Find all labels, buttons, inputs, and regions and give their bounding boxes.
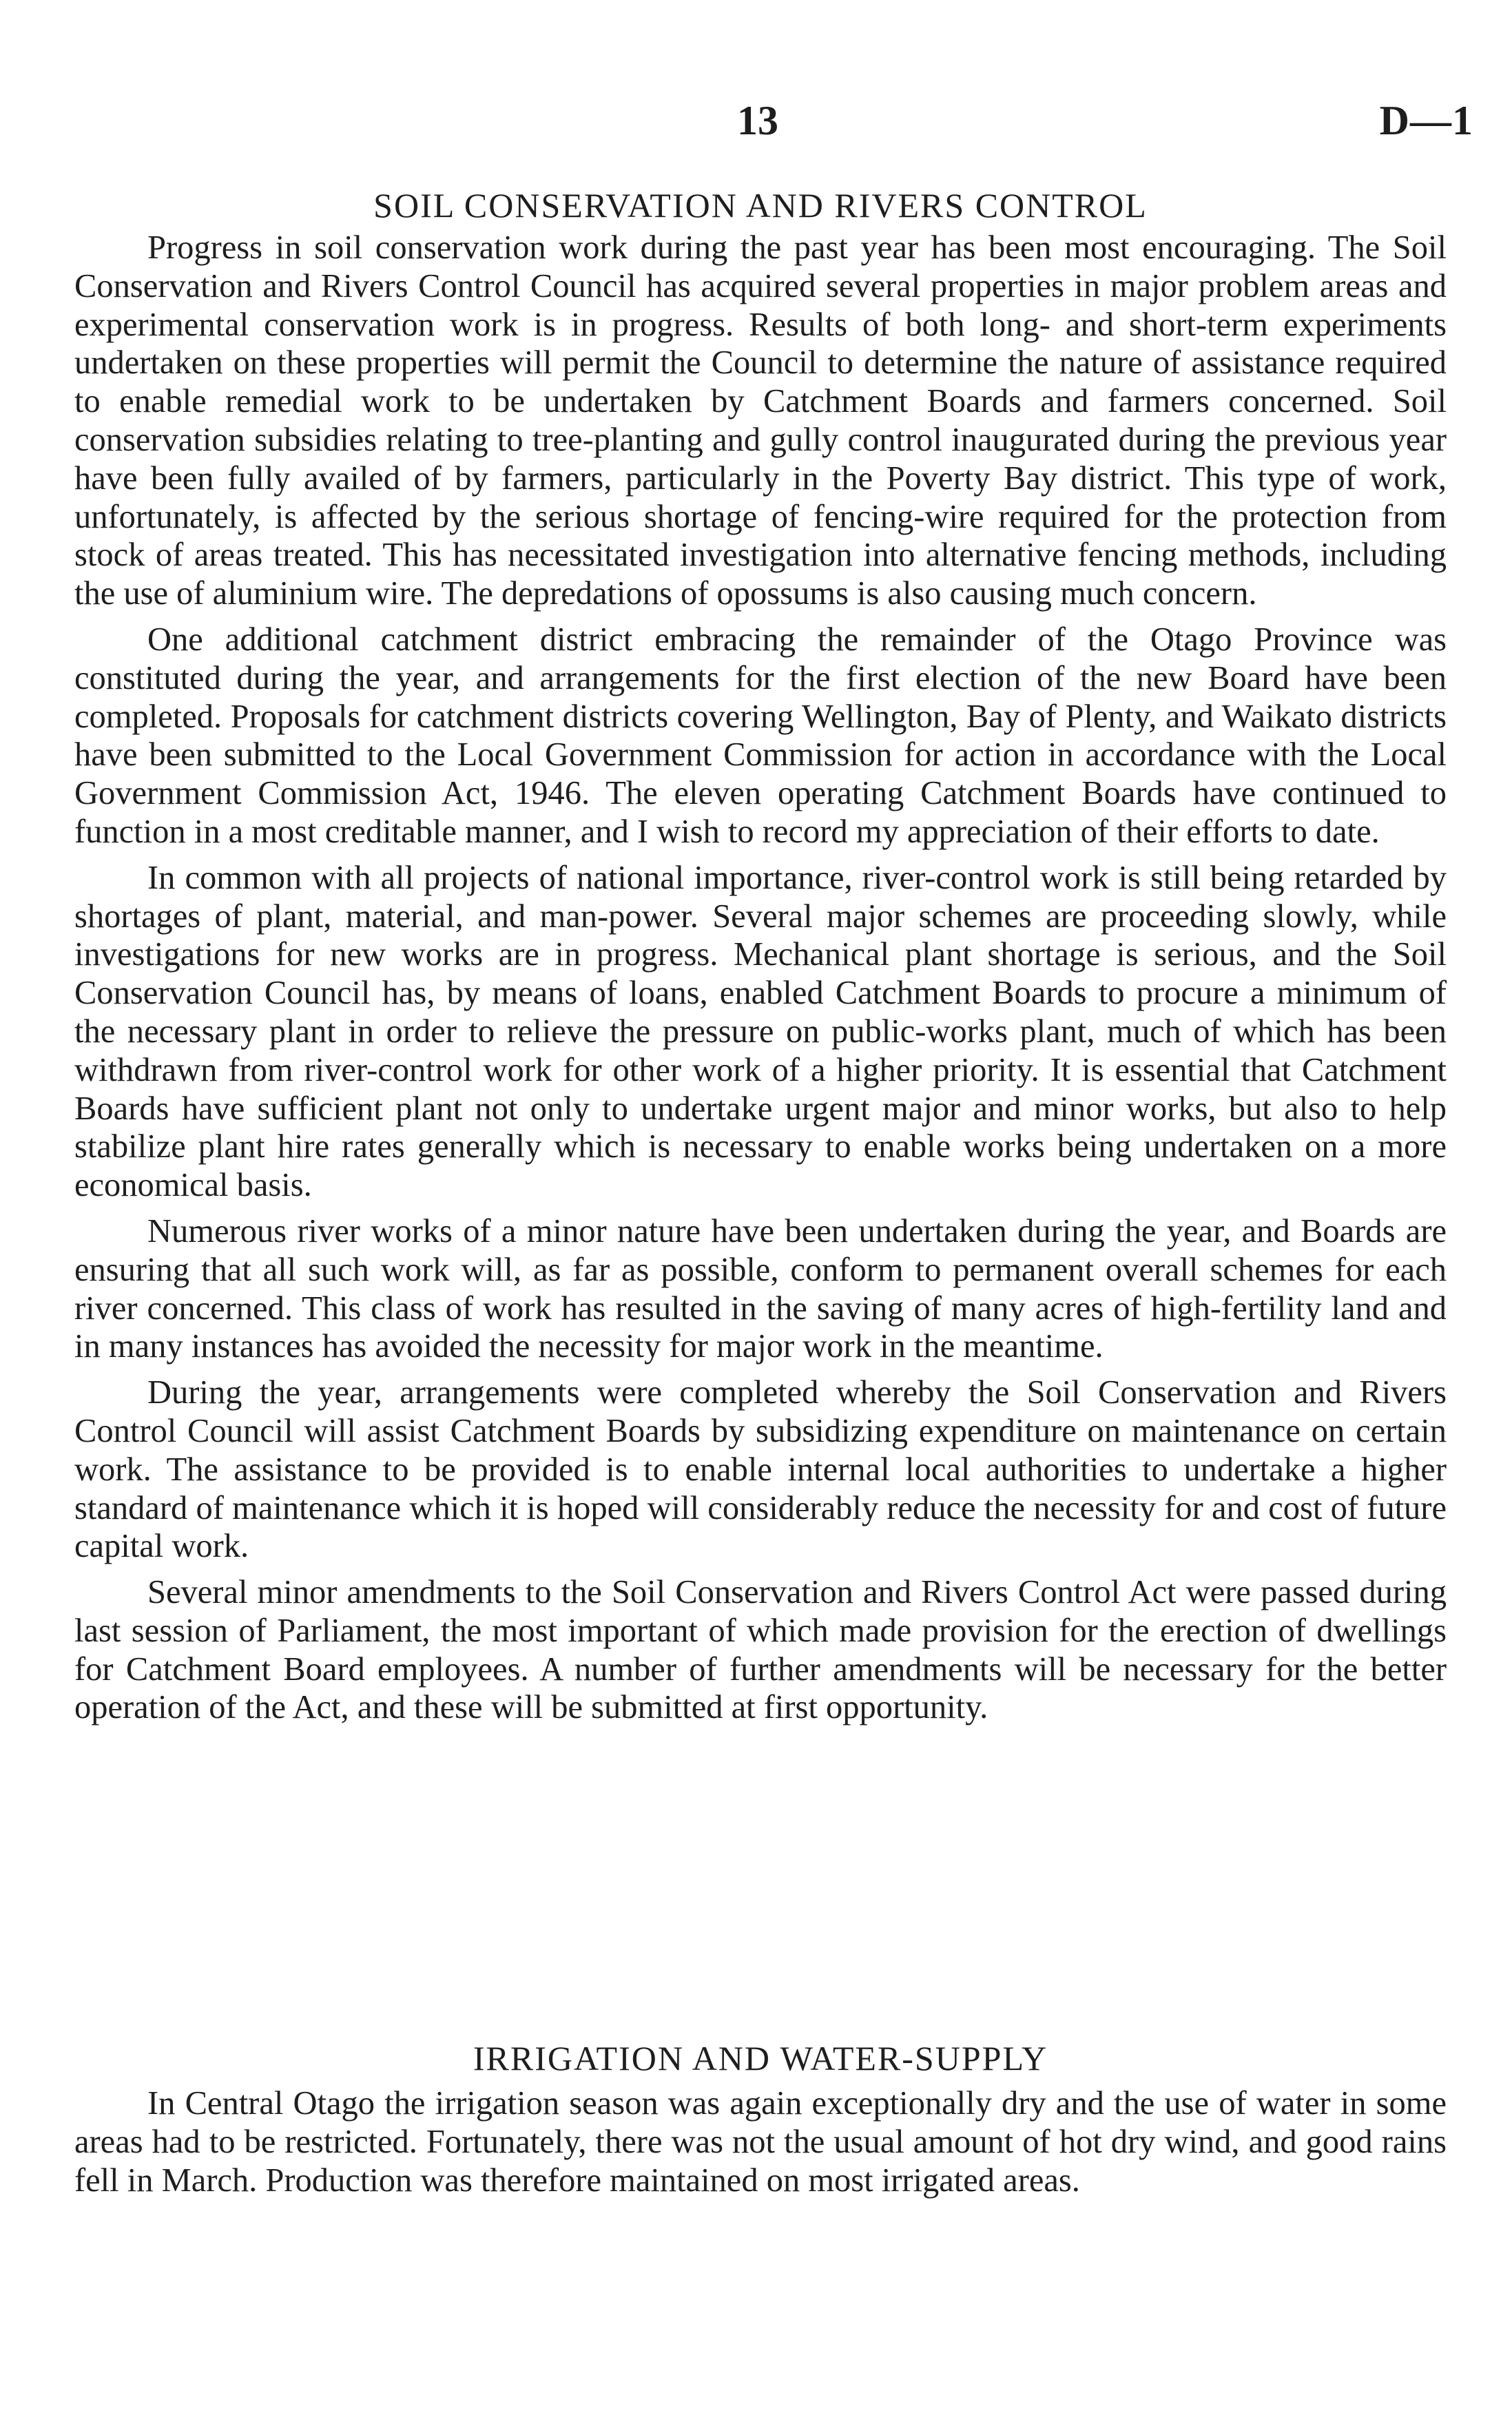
- section-heading: IRRIGATION AND WATER-SUPPLY: [473, 2039, 1048, 2077]
- document-code: D—1: [1379, 98, 1473, 143]
- paragraph: In Central Otago the irrigation season was again exceptionally dry and the use of water in some areas had to be restricted. Fortunately, there was not the usual amount of hot dry wind, and good rains fell in March. Production was therefore maintained on most irrigated areas.: [74, 2085, 1447, 2199]
- paragraph: Numerous river works of a minor nature have been undertaken during the year, and Boards are ensuring that all such work will, as far as possible, conform to permanent overall schemes for each river concerned. This class of work has resulted in the saving of many acres of high-fertility land and in many instances has avoided the necessity for major work in the meantime.: [74, 1212, 1447, 1365]
- section-heading: SOIL CONSERVATION AND RIVERS CONTROL: [373, 186, 1148, 225]
- paragraph: Progress in soil conservation work during the past year has been most encouraging. The Soil Conservation and Rivers Control Council has acquired several properties in major problem areas and experimental conservation work is in progress. Results of both long- and short-term experiments undertaken on these properties will permit the Council to determine the nature of assistance required to enable remedial work to be undertaken by Catchment Boards and farmers concerned. Soil conservation subsidies relating to tree-planting and gully control inaugurated during the previous year have been fully availed of by farmers, particularly in the Poverty Bay district. This type of work, unfortunately, is affected by the serious shortage of fencing-wire required for the protection from stock of areas treated. This has necessitated investigation into alternative fencing methods, including the use of aluminium wire. The depredations of opossums is also causing much concern.: [74, 229, 1447, 612]
- page-number: 13: [737, 98, 778, 143]
- paragraph: Several minor amendments to the Soil Conservation and Rivers Control Act were passed during last session of Parliament, the most important of which made provision for the erection of dwellings for Catchment Board employees. A number of further amendments will be necessary for the better operation of the Act, and these will be submitted at first opportunity.: [74, 1574, 1447, 1726]
- section-irrigation: [74, 2038, 1447, 2199]
- section-soil-conservation: [74, 185, 1447, 1727]
- paragraph: During the year, arrangements were completed whereby the Soil Conservation and Rivers Control Council will assist Catchment Boards by subsidizing expenditure on maintenance on certain work. The assistance to be provided is to enable internal local authorities to undertake a higher standard of maintenance which it is hoped will considerably reduce the necessity for and cost of future capital work.: [74, 1374, 1447, 1565]
- paragraph: One additional catchment district embracing the remainder of the Otago Province was constituted during the year, and arrangements for the first election of the new Board have been completed. Proposals for catchment districts covering Wellington, Bay of Plenty, and Waikato districts have been submitted to the Local Government Commission for action in accordance with the Local Government Commission Act, 1946. The eleven operating Catchment Boards have continued to function in a most creditable manner, and I wish to record my appreciation of their efforts to date.: [74, 621, 1447, 850]
- paragraph: In common with all projects of national importance, river-control work is still being retarded by shortages of plant, material, and man-power. Several major schemes are proceeding slowly, while investigations for new works are in progress. Mechanical plant shortage is serious, and the Soil Conservation Council has, by means of loans, enabled Catchment Boards to procure a minimum of the necessary plant in order to relieve the pressure on public-works plant, much of which has been withdrawn from river-control work for other work of a higher priority. It is essential that Catchment Boards have sufficient plant not only to undertake urgent major and minor works, but also to help stabilize plant hire rates generally which is necessary to enable works being undertaken on a more economical basis.: [74, 859, 1447, 1204]
